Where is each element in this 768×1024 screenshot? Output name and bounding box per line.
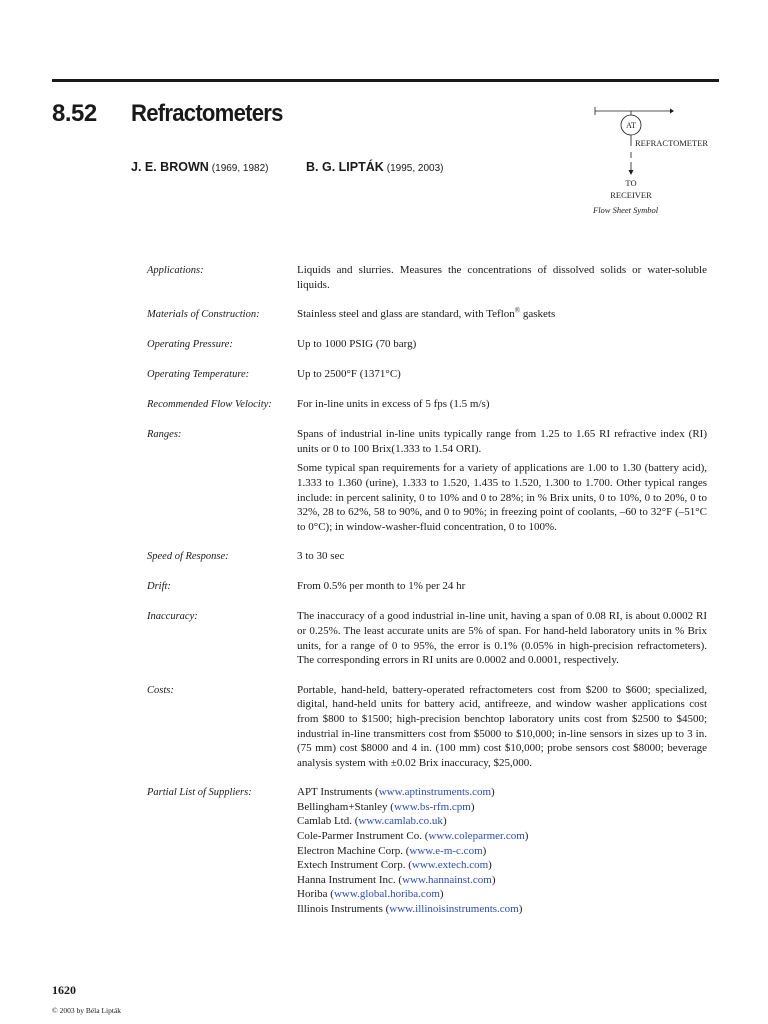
supplier-name: Electron Machine Corp. (297, 844, 403, 857)
supplier-link[interactable]: www.extech.com (411, 859, 489, 872)
supplier-name: Cole-Parmer Instrument Co. (297, 830, 422, 843)
to-label: TO (625, 178, 637, 188)
spec-row-costs (147, 683, 707, 771)
author-years: (1969, 1982) (211, 163, 269, 174)
flow-sheet-symbol (590, 104, 720, 219)
spec-label: Inaccuracy: (147, 611, 198, 623)
supplier-item: Hanna Instrument Inc. (www.hannainst.com) (297, 873, 496, 886)
process-arrow-icon (670, 109, 674, 114)
supplier-link[interactable]: www.e-m-c.com (409, 844, 483, 857)
supplier-list (297, 785, 707, 916)
supplier-name: Extech Instrument Corp. (297, 859, 406, 872)
author-liptak (306, 160, 444, 174)
supplier-name: Camlab Ltd. (297, 815, 352, 828)
spec-row-temperature (147, 367, 707, 382)
spec-value: Liquids and slurries. Measures the concentrations of dissolved solids or water-soluble liquids. (297, 264, 707, 291)
spec-value (297, 427, 707, 534)
spec-label: Speed of Response: (147, 551, 229, 563)
supplier-item: Cole-Parmer Instrument Co. (www.coleparmer.com) (297, 830, 529, 843)
spec-value: 3 to 30 sec (297, 550, 345, 563)
author-brown (131, 160, 269, 174)
registered-mark: ® (514, 306, 521, 315)
ranges-paragraph-2: Some typical span requirements for a variety of applications are 1.00 to 1.30 (battery acid), 1.333 to 1.360 (urine), 1.333 to 1.520, 1.435 to 1.520, 1.300 to 1.700. Other typical ranges include: in percent salinity, 0 to 10% and 0 to 28%; in % Brix units, 0 to 10%, 0 to 20%, 0 to 32%, 28 to 62%, 58 to 90%, and 0 to 90%; in freezing point of coolants, –60 to 32°F (–51°C to 0°C); in window-washer-fluid concentration, 0 to 100%. (297, 462, 707, 533)
author-years: (1995, 2003) (386, 163, 444, 174)
spec-label: Recommended Flow Velocity: (147, 399, 272, 411)
spec-label: Materials of Construction: (147, 309, 260, 321)
spec-value: From 0.5% per month to 1% per 24 hr (297, 580, 466, 593)
supplier-link[interactable]: www.global.horiba.com (333, 888, 440, 901)
spec-value: Up to 1000 PSIG (70 barg) (297, 338, 417, 351)
supplier-item: Horiba (www.global.horiba.com) (297, 888, 444, 901)
ranges-paragraph-1: Spans of industrial in-line units typically range from 1.25 to 1.65 RI refractive index (RI) units or 0 to 100 Brix(1.333 to 1.54 ORI). (297, 428, 707, 455)
supplier-link[interactable]: www.illinoisinstruments.com (389, 903, 519, 916)
spec-label: Applications: (147, 265, 204, 276)
flow-symbol-caption: Flow Sheet Symbol (593, 205, 659, 215)
supplier-name: APT Instruments (297, 786, 373, 799)
supplier-item: APT Instruments (www.aptinstruments.com) (297, 786, 495, 799)
supplier-item: Bellingham+Stanley (www.bs-rfm.cpm) (297, 800, 475, 813)
author-name: J. E. BROWN (131, 160, 209, 174)
supplier-link[interactable]: www.camlab.co.uk (358, 815, 443, 828)
supplier-name: Horiba (297, 888, 328, 901)
spec-row-ranges (147, 427, 707, 534)
section-title: Refractometers (131, 100, 283, 127)
supplier-link[interactable]: www.coleparmer.com (428, 830, 525, 843)
supplier-link[interactable]: www.hannainst.com (402, 873, 492, 886)
supplier-item: Extech Instrument Corp. (www.extech.com) (297, 859, 492, 872)
receiver-label: RECEIVER (610, 190, 652, 200)
supplier-name: Hanna Instrument Inc. (297, 873, 396, 886)
instrument-tag: AT (626, 121, 636, 130)
spec-row-suppliers (147, 785, 707, 916)
supplier-link[interactable]: www.bs-rfm.cpm (393, 800, 471, 813)
supplier-name: Illinois Instruments (297, 903, 383, 916)
spec-row-velocity (147, 397, 707, 412)
spec-value: Portable, hand-held, battery-operated refractometers cost from $200 to $600; specialized, digital, hand-held units for battery acid, antifreeze, and window washer applications cost from $800 to $1500; high-precision benchtop laboratory units cost from $2500 to $4500; industrial in-line transmitters cost from $5000 to $10,000; in-line sensors in sizes up to 3 in. (75 mm) cost $8000 and 4 in. (100 mm) cost $10,000; probe sensors cost $8000; beverage analysis system with ±0.02 Brix inaccuracy, $25,000. (297, 683, 707, 769)
spec-label: Drift: (147, 581, 171, 593)
spec-label: Operating Pressure: (147, 339, 233, 351)
supplier-item: Camlab Ltd. (www.camlab.co.uk) (297, 815, 447, 828)
spec-row-inaccuracy (147, 609, 707, 667)
section-number: 8.52 (52, 100, 97, 127)
spec-row-pressure (147, 337, 707, 352)
spec-row-materials (147, 307, 707, 322)
supplier-item: Illinois Instruments (www.illinoisinstruments.com) (297, 903, 523, 916)
top-rule (52, 79, 719, 82)
spec-value: Up to 2500°F (1371°C) (297, 368, 401, 381)
spec-value-text: Stainless steel and glass are standard, with Teflon (297, 308, 515, 321)
supplier-link[interactable]: www.aptinstruments.com (378, 786, 492, 799)
supplier-item: Electron Machine Corp. (www.e-m-c.com) (297, 844, 487, 857)
spec-value-text: gaskets (520, 308, 556, 321)
spec-row-drift (147, 579, 707, 594)
spec-value (297, 307, 707, 322)
refractometer-label: REFRACTOMETER (635, 138, 709, 148)
spec-value: For in-line units in excess of 5 fps (1.5 m/s) (297, 398, 490, 411)
copyright-notice: © 2003 by Béla Lipták (52, 1006, 122, 1015)
spec-label: Operating Temperature: (147, 369, 250, 381)
spec-label: Partial List of Suppliers: (147, 787, 252, 799)
spec-label: Costs: (147, 684, 174, 696)
spec-row-response (147, 549, 707, 564)
spec-value: The inaccuracy of a good industrial in-line unit, having a span of 0.08 RI, is about 0.0002 RI or 0.25%. The least accurate units are 5% of span. For hand-held laboratory units in % Brix units, for a range of 0 to 95%, the error is 0.1% (0.05% in high-precision refractometers). The corresponding errors in RI units are 0.0002 and 0.0001, respectively. (297, 610, 707, 667)
page-number: 1620 (52, 983, 76, 997)
spec-row-applications (147, 263, 707, 292)
spec-table (147, 263, 707, 932)
spec-label: Ranges: (147, 429, 182, 441)
author-name: B. G. LIPTÁK (306, 160, 384, 174)
signal-arrow-icon (629, 170, 634, 175)
supplier-name: Bellingham+Stanley (297, 800, 388, 813)
